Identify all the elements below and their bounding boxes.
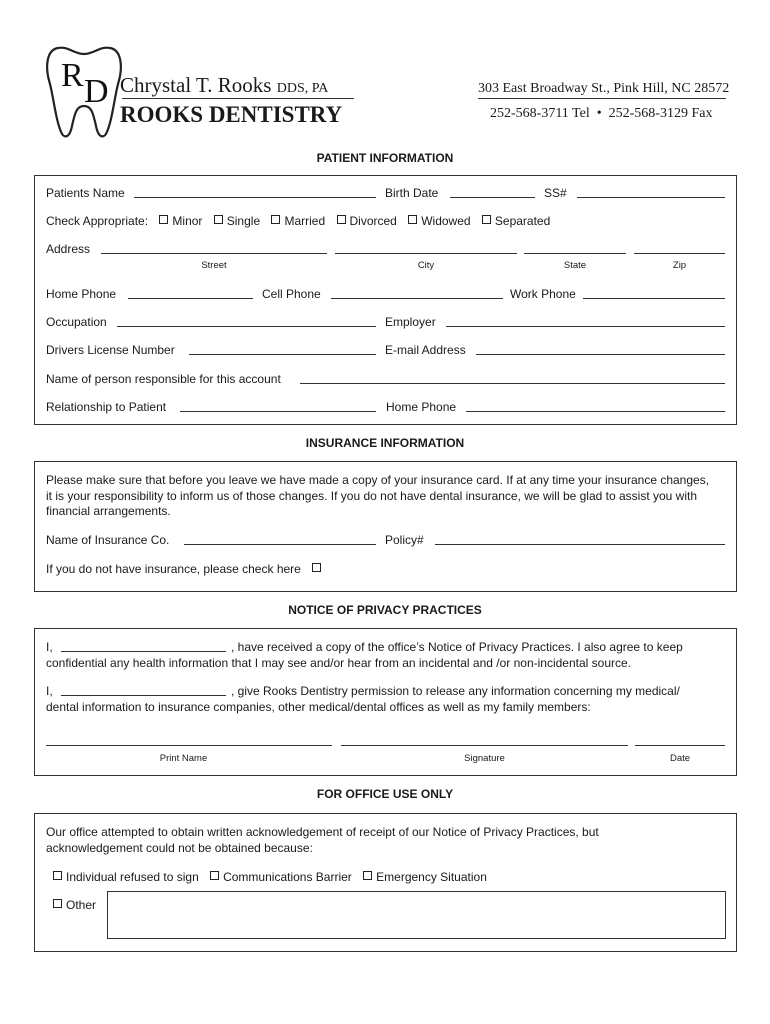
policy-label: Policy# [385, 533, 424, 547]
patient-info-box [34, 175, 737, 425]
doctor-name-row [120, 73, 328, 101]
refused-checkbox[interactable] [53, 871, 62, 880]
minor-checkbox[interactable] [159, 215, 168, 224]
separated-checkbox[interactable] [482, 215, 491, 224]
header-rule-right [478, 98, 726, 99]
birth-date-field[interactable] [450, 197, 535, 198]
work-phone-field[interactable] [583, 298, 725, 299]
svg-text:D: D [84, 73, 109, 110]
zip-field[interactable] [634, 253, 725, 254]
privacy-i-label-2: I, [46, 684, 53, 698]
refused-label: Individual refused to sign [66, 870, 199, 884]
check-appropriate-label: Check Appropriate: [46, 214, 149, 228]
city-field[interactable] [335, 253, 517, 254]
privacy-title: NOTICE OF PRIVACY PRACTICES [288, 603, 482, 617]
patients-name-field[interactable] [134, 197, 376, 198]
privacy-statement-2: , give Rooks Dentistry permission to release any information concerning my medical/ [231, 684, 680, 698]
insurance-title: INSURANCE INFORMATION [305, 436, 465, 450]
street-field[interactable] [101, 253, 327, 254]
insurance-notice: Please make sure that before you leave we have made a copy of your insurance card. If at any time your insurance changes, it is your responsibility to inform us of those changes. If you do not have dental insurance, we will be glad to assist you with financial arrangements. [46, 473, 710, 518]
privacy-statement-1-line2: confidential any health information that I may see and/or hear from an incidental and /or non-incidental source. [46, 656, 632, 670]
responsible-person-field[interactable] [300, 383, 725, 384]
privacy-statement-2-line2: dental information to insurance companies, other medical/dental offices as well as my family members: [46, 700, 591, 714]
communications-label: Communications Barrier [223, 870, 352, 884]
practice-address: 303 East Broadway St., Pink Hill, NC 28572 [478, 81, 730, 96]
privacy-i-label-1: I, [46, 640, 53, 654]
employer-field[interactable] [446, 326, 725, 327]
header-rule-left [122, 98, 354, 99]
other-label: Other [66, 898, 97, 912]
occupation-field[interactable] [117, 326, 376, 327]
relationship-field[interactable] [180, 411, 376, 412]
drivers-license-field[interactable] [189, 354, 376, 355]
marital-status-row [46, 214, 550, 228]
single-label: Single [226, 214, 261, 228]
married-checkbox[interactable] [271, 215, 280, 224]
tooth-logo [44, 42, 126, 140]
email-field[interactable] [476, 354, 725, 355]
responsible-person-label: Name of person responsible for this account [46, 372, 281, 386]
communications-checkbox[interactable] [210, 871, 219, 880]
divorced-label: Divorced [349, 214, 397, 228]
date-caption: Date [669, 753, 691, 764]
other-text-box[interactable] [107, 891, 726, 939]
cell-phone-label: Cell Phone [262, 287, 321, 301]
occupation-label: Occupation [46, 315, 107, 329]
office-options-row [53, 870, 487, 884]
print-name-caption: Print Name [159, 753, 208, 764]
birth-date-label: Birth Date [385, 186, 439, 200]
date-field[interactable] [635, 745, 725, 746]
ss-field[interactable] [577, 197, 725, 198]
privacy-name-field-2[interactable] [61, 695, 226, 696]
address-label: Address [46, 242, 91, 256]
employer-label: Employer [385, 315, 436, 329]
ss-label: SS# [544, 186, 567, 200]
divorced-checkbox[interactable] [337, 215, 346, 224]
privacy-statement-1: , have received a copy of the office’s Notice of Privacy Practices. I also agree to keep [231, 640, 683, 654]
signature-field[interactable] [341, 745, 628, 746]
home-phone-field[interactable] [128, 298, 253, 299]
insurance-company-label: Name of Insurance Co. [46, 533, 170, 547]
single-checkbox[interactable] [214, 215, 223, 224]
signature-caption: Signature [464, 753, 505, 764]
other-checkbox[interactable] [53, 899, 62, 908]
no-insurance-row [46, 562, 325, 576]
relationship-label: Relationship to Patient [46, 400, 167, 414]
street-caption: Street [201, 260, 227, 271]
work-phone-label: Work Phone [510, 287, 576, 301]
privacy-name-field-1[interactable] [61, 651, 226, 652]
no-insurance-label: If you do not have insurance, please check here [46, 562, 301, 576]
home-phone-2-label: Home Phone [386, 400, 457, 414]
widowed-checkbox[interactable] [408, 215, 417, 224]
home-phone-label: Home Phone [46, 287, 117, 301]
zip-caption: Zip [672, 260, 687, 271]
city-caption: City [417, 260, 435, 271]
home-phone-2-field[interactable] [466, 411, 725, 412]
no-insurance-checkbox[interactable] [312, 563, 321, 572]
practice-name: ROOKS DENTISTRY [120, 102, 343, 127]
office-title: FOR OFFICE USE ONLY [316, 787, 454, 801]
state-caption: State [563, 260, 587, 271]
print-name-field[interactable] [46, 745, 332, 746]
insurance-company-field[interactable] [184, 544, 376, 545]
married-label: Married [284, 214, 326, 228]
office-text: Our office attempted to obtain written acknowledgement of receipt of our Notice of Privacy Practices, but acknowledgement could not be obtained because: [46, 825, 599, 855]
other-row [53, 898, 96, 912]
svg-text:R: R [61, 57, 84, 94]
separated-label: Separated [494, 214, 551, 228]
minor-label: Minor [172, 214, 203, 228]
drivers-license-label: Drivers License Number [46, 343, 175, 357]
email-label: E-mail Address [385, 343, 466, 357]
practice-phone: 252-568-3711 Tel • 252-568-3129 Fax [490, 106, 713, 121]
state-field[interactable] [524, 253, 626, 254]
cell-phone-field[interactable] [331, 298, 503, 299]
doctor-name: Chrystal T. Rooks [120, 73, 272, 97]
credentials: DDS, PA [276, 81, 329, 96]
emergency-label: Emergency Situation [376, 870, 487, 884]
widowed-label: Widowed [421, 214, 471, 228]
policy-field[interactable] [435, 544, 725, 545]
patients-name-label: Patients Name [46, 186, 125, 200]
emergency-checkbox[interactable] [363, 871, 372, 880]
patient-info-title: PATIENT INFORMATION [316, 151, 454, 165]
